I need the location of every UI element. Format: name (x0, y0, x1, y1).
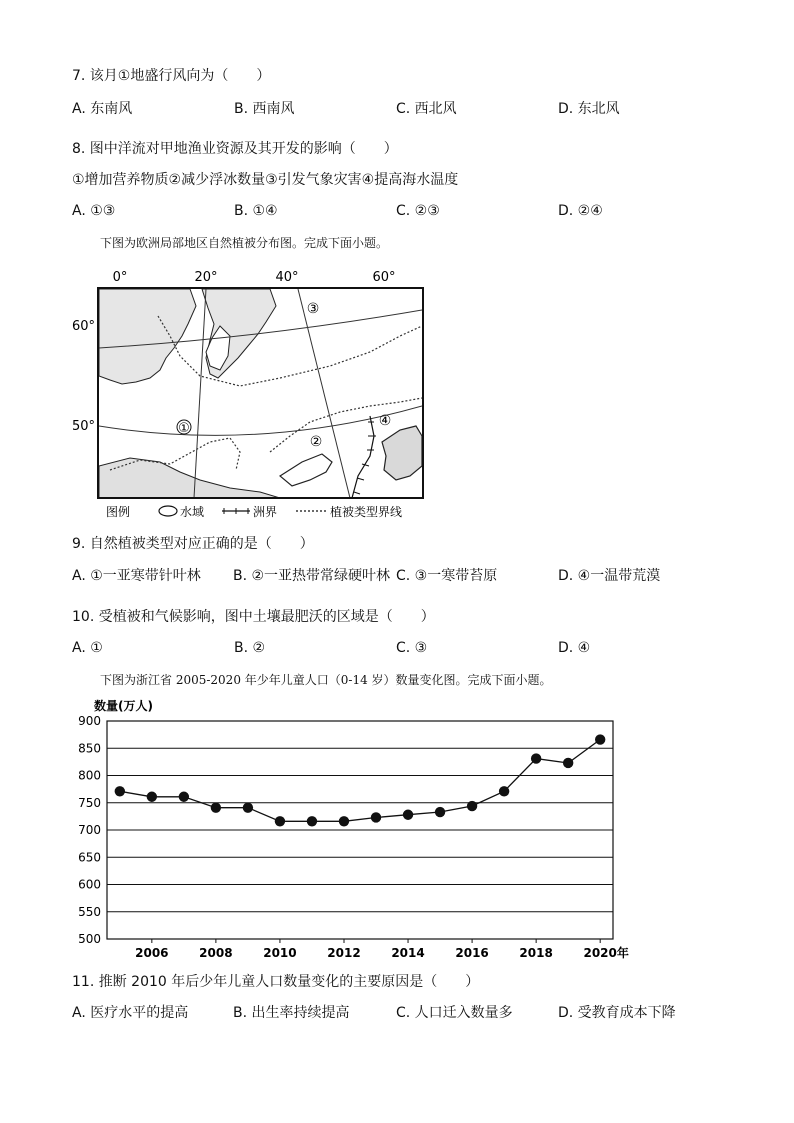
q10-option-c[interactable]: C. ③ (396, 640, 428, 656)
q9-option-b[interactable]: B. ②一亚热带常绿硬叶林 (233, 568, 391, 584)
legend-water-symbol (159, 506, 177, 516)
q11-option-b[interactable]: B. 出生率持续提高 (233, 1005, 350, 1021)
data-point-2018 (531, 753, 541, 763)
data-point-2019 (563, 758, 573, 768)
q11-stem: 11. 推断 2010 年后少年儿童人口数量变化的主要原因是（ ） (72, 974, 480, 990)
map-intro: 下图为欧洲局部地区自然植被分布图。完成下面小题。 (100, 236, 389, 250)
q9-option-a[interactable]: A. ①一亚寒带针叶林 (72, 568, 201, 584)
chart-ylabel: 数量(万人) (94, 699, 153, 713)
y-tick-label: 650 (78, 850, 101, 865)
chart-yticks (78, 714, 101, 946)
map-legend (106, 504, 402, 519)
lon-label-40: 40° (275, 270, 299, 285)
lon-label-0: 0° (112, 270, 128, 285)
lon-label-60: 60° (372, 270, 396, 285)
data-point-2012 (339, 816, 349, 826)
q11-option-c[interactable]: C. 人口迁入数量多 (396, 1005, 513, 1021)
q9-option-c[interactable]: C. ③一寒带苔原 (396, 568, 498, 584)
data-point-2014 (403, 810, 413, 820)
chart-intro: 下图为浙江省 2005-2020 年少年儿童人口（0-14 岁）数量变化图。完成下面小题。 (100, 673, 552, 687)
region-marker-2 (310, 434, 323, 450)
data-point-2013 (371, 812, 381, 822)
population-line-chart (60, 694, 640, 966)
data-point-2010 (275, 816, 285, 826)
y-tick-label: 700 (78, 823, 101, 837)
europe-vegetation-map (70, 266, 430, 524)
data-point-2007 (179, 792, 189, 802)
q10-option-b[interactable]: B. ② (234, 640, 266, 656)
x-tick-label: 2006 (135, 946, 169, 960)
x-tick-label: 2014 (391, 946, 425, 960)
data-point-2020 (595, 734, 605, 744)
x-tick-label: 2012 (327, 946, 361, 960)
data-point-2017 (499, 786, 509, 796)
q9-option-d[interactable]: D. ④一温带荒漠 (558, 568, 661, 584)
y-tick-label: 500 (78, 932, 101, 946)
data-point-2005 (115, 786, 125, 796)
region-marker-4 (379, 413, 392, 429)
lat-label-60: 60° (72, 319, 96, 334)
q7-option-b[interactable]: B. 西南风 (234, 101, 295, 117)
q11-option-a[interactable]: A. 医疗水平的提高 (72, 1005, 189, 1021)
q8-items: ①增加营养物质②减少浮冰数量③引发气象灾害④提高海水温度 (72, 172, 459, 188)
q10-option-a[interactable]: A. ① (72, 640, 103, 656)
q8-option-a[interactable]: A. ①③ (72, 203, 116, 219)
q9-stem: 9. 自然植被类型对应正确的是（ ） (72, 536, 314, 552)
q8-option-d[interactable]: D. ②④ (558, 203, 603, 219)
region-marker-1 (177, 420, 191, 436)
data-point-2015 (435, 807, 445, 817)
q10-option-d[interactable]: D. ④ (558, 640, 591, 656)
y-tick-label: 750 (78, 795, 101, 810)
q7-stem: 7. 该月①地盛行风向为（ ） (72, 68, 271, 84)
x-tick-label: 2008 (199, 946, 233, 960)
y-tick-label: 800 (78, 768, 101, 783)
q10-stem: 10. 受植被和气候影响，图中土壤最肥沃的区域是（ ） (72, 609, 435, 625)
lon-label-20: 20° (194, 270, 218, 285)
legend-veg-label: 植被类型界线 (330, 505, 403, 519)
region-label-4: ④ (378, 413, 392, 429)
data-point-2016 (467, 801, 477, 811)
region-label-2: ② (309, 434, 323, 450)
legend-water-label: 水域 (180, 505, 205, 519)
x-tick-label: 2020年 (583, 946, 629, 960)
q8-option-c[interactable]: C. ②③ (396, 203, 440, 219)
q7-option-c[interactable]: C. 西北风 (396, 101, 457, 117)
region-label-1: ① (178, 421, 190, 436)
q11-option-d[interactable]: D. 受教育成本下降 (558, 1005, 676, 1021)
x-tick-label: 2016 (455, 946, 489, 960)
lat-label-50: 50° (72, 419, 96, 434)
legend-continent-label: 洲界 (253, 505, 278, 519)
region-label-3: ③ (306, 301, 320, 317)
q7-option-d[interactable]: D. 东北风 (558, 101, 620, 117)
data-point-2009 (243, 802, 253, 812)
q8-option-b[interactable]: B. ①④ (234, 203, 278, 219)
q8-stem: 8. 图中洋流对甲地渔业资源及其开发的影响（ ） (72, 141, 398, 157)
chart-xticks (135, 939, 629, 960)
q7-option-a[interactable]: A. 东南风 (72, 101, 133, 117)
x-tick-label: 2018 (519, 946, 553, 960)
data-point-2006 (147, 792, 157, 802)
data-point-2008 (211, 802, 221, 812)
y-tick-label: 900 (78, 714, 101, 728)
y-tick-label: 550 (78, 904, 101, 919)
region-marker-3 (307, 301, 320, 317)
data-point-2011 (307, 816, 317, 826)
y-tick-label: 850 (78, 741, 101, 756)
legend-title: 图例 (106, 505, 131, 519)
x-tick-label: 2010 (263, 946, 297, 960)
data-series-line (120, 740, 600, 822)
y-tick-label: 600 (78, 877, 101, 892)
